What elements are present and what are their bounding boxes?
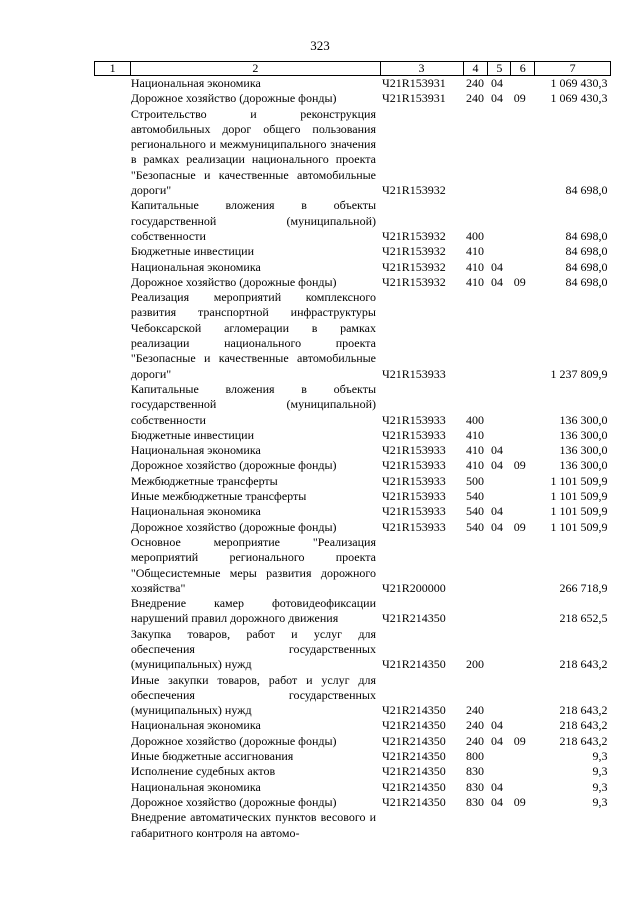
row-number-cell (95, 107, 131, 199)
row-amount-cell: 136 300,0 (559, 443, 608, 458)
row-number-cell (95, 749, 131, 764)
row-code-cell: Ч21R214350 (382, 718, 446, 733)
row-pr-cell: 09 (513, 91, 526, 106)
page-number: 323 (310, 38, 330, 53)
table-row (95, 91, 611, 106)
row-vr-cell: 830 (466, 779, 485, 794)
header-col-6: 6 (511, 62, 535, 76)
row-amount-cell: 84 698,0 (565, 274, 608, 289)
row-pr-cell (511, 474, 535, 489)
row-name-cell: Иные закупки товаров, работ и услуг для обеспечения государственных (муниципальных) нужд (130, 672, 376, 718)
table-row (95, 244, 611, 259)
row-pr-cell (511, 489, 535, 504)
row-name-cell: Национальная экономика (130, 504, 261, 519)
row-vr-cell: 800 (466, 749, 485, 764)
row-code-cell (380, 810, 463, 841)
row-vr-cell: 410 (466, 244, 485, 259)
row-name-cell: Строительство и реконструкция автомобильных дорог общего пользования регионального и межмуниципального значения в рамках реализации национального проекта "Безопасные и качественные автомобильные дороги" (130, 106, 376, 198)
row-amount-cell: 84 698,0 (565, 259, 608, 274)
row-name-cell: Национальная экономика (130, 259, 261, 274)
row-amount-cell: 218 643,2 (559, 703, 608, 718)
row-vr-cell: 410 (466, 443, 485, 458)
row-vr-cell: 240 (466, 733, 485, 748)
row-amount-cell: 1 069 430,3 (550, 91, 608, 106)
row-pr-cell: 09 (513, 794, 526, 809)
table-row (95, 673, 611, 719)
row-vr-cell: 410 (466, 274, 485, 289)
row-number-cell (95, 535, 131, 596)
row-code-cell: Ч21R200000 (382, 580, 446, 595)
row-name-cell: Дорожное хозяйство (дорожные фонды) (130, 733, 337, 748)
row-number-cell (95, 198, 131, 244)
row-code-cell: Ч21R153932 (382, 259, 446, 274)
row-rz-cell (488, 290, 511, 382)
row-number-cell (95, 428, 131, 443)
row-code-cell: Ч21R153932 (382, 274, 446, 289)
row-pr-cell: 09 (513, 274, 526, 289)
table-row (95, 443, 611, 458)
row-vr-cell: 240 (466, 76, 485, 90)
row-pr-cell (511, 260, 535, 275)
row-vr-cell: 200 (466, 657, 485, 672)
row-vr-cell: 540 (466, 504, 485, 519)
row-vr-cell: 540 (466, 519, 485, 534)
table-row (95, 627, 611, 673)
row-number-cell (95, 474, 131, 489)
row-pr-cell: 09 (513, 458, 526, 473)
row-name-cell: Межбюджетные трансферты (130, 473, 278, 488)
row-number-cell (95, 596, 131, 627)
row-name-cell: Внедрение автоматических пунктов весового и габаритного контроля на автомо- (130, 810, 376, 840)
table-row (95, 780, 611, 795)
table-row (95, 275, 611, 290)
row-code-cell: Ч21R153933 (382, 412, 446, 427)
row-pr-cell (511, 428, 535, 443)
row-amount-cell: 1 101 509,9 (550, 504, 608, 519)
row-name-cell: Иные бюджетные ассигнования (130, 749, 294, 764)
table-row (95, 198, 611, 244)
row-pr-cell (511, 673, 535, 719)
row-pr-cell (511, 290, 535, 382)
row-rz-cell (488, 627, 511, 673)
header-col-4: 4 (463, 62, 488, 76)
table-row (95, 734, 611, 749)
row-number-cell (95, 764, 131, 779)
row-vr-cell: 830 (466, 764, 485, 779)
header-col-7: 7 (535, 62, 611, 76)
row-rz-cell: 04 (490, 274, 503, 289)
row-rz-cell (488, 810, 511, 841)
row-code-cell: Ч21R153933 (382, 458, 446, 473)
row-code-cell: Ч21R153933 (382, 519, 446, 534)
row-name-cell: Исполнение судебных актов (130, 764, 276, 779)
row-amount-cell: 136 300,0 (559, 458, 608, 473)
row-number-cell (95, 260, 131, 275)
row-number-cell (95, 504, 131, 519)
row-rz-cell (488, 596, 511, 627)
row-rz-cell (488, 489, 511, 504)
row-number-cell (95, 718, 131, 733)
row-amount-cell: 1 101 509,9 (550, 473, 608, 488)
row-amount-cell: 218 643,2 (559, 733, 608, 748)
row-number-cell (95, 275, 131, 290)
row-amount-cell: 218 643,2 (559, 657, 608, 672)
row-vr-cell: 410 (466, 259, 485, 274)
table-row (95, 764, 611, 779)
row-pr-cell (511, 749, 535, 764)
row-pr-cell (511, 244, 535, 259)
table-row (95, 718, 611, 733)
row-name-cell: Национальная экономика (130, 76, 261, 90)
row-code-cell: Ч21R153933 (382, 366, 446, 381)
row-code-cell: Ч21R153931 (382, 76, 446, 90)
table-row (95, 504, 611, 519)
table-body (95, 76, 611, 841)
table-row (95, 458, 611, 473)
row-code-cell: Ч21R153931 (382, 91, 446, 106)
row-pr-cell (511, 810, 535, 841)
row-amount-cell (535, 810, 611, 841)
row-pr-cell (511, 504, 535, 519)
row-name-cell: Реализация мероприятий комплексного развития транспортной инфраструктуры Чебоксарской агломерации в рамках реализации национального проекта "Безопасные и качественные автомобильные дороги" (130, 290, 376, 381)
table-row (95, 535, 611, 596)
row-code-cell: Ч21R214350 (382, 703, 446, 718)
row-amount-cell: 266 718,9 (559, 580, 608, 595)
row-rz-cell: 04 (490, 519, 503, 534)
row-code-cell: Ч21R214350 (382, 749, 446, 764)
row-vr-cell: 240 (466, 91, 485, 106)
row-name-cell: Капитальные вложения в объекты государственной (муниципальной) собственности (130, 381, 376, 427)
row-number-cell (95, 489, 131, 504)
row-rz-cell (488, 107, 511, 199)
row-rz-cell (488, 535, 511, 596)
table-row (95, 290, 611, 382)
row-code-cell: Ч21R153933 (382, 473, 446, 488)
table-row (95, 520, 611, 535)
row-name-cell: Бюджетные инвестиции (130, 244, 255, 259)
row-number-cell (95, 734, 131, 749)
row-name-cell: Дорожное хозяйство (дорожные фонды) (130, 274, 337, 289)
header-col-1: 1 (95, 62, 131, 76)
row-name-cell: Дорожное хозяйство (дорожные фонды) (130, 458, 337, 473)
header-col-2: 2 (131, 62, 380, 76)
row-rz-cell: 04 (490, 458, 503, 473)
row-code-cell: Ч21R153933 (382, 504, 446, 519)
row-pr-cell (511, 198, 535, 244)
table-row (95, 749, 611, 764)
table-row (95, 76, 611, 92)
table-row (95, 795, 611, 810)
row-code-cell: Ч21R214350 (382, 794, 446, 809)
row-amount-cell: 1 237 809,9 (550, 366, 608, 381)
row-amount-cell: 84 698,0 (565, 183, 608, 198)
budget-table (94, 61, 611, 841)
row-vr-cell (463, 810, 488, 841)
row-code-cell: Ч21R153932 (382, 244, 446, 259)
row-pr-cell (511, 596, 535, 627)
row-rz-cell: 04 (490, 794, 503, 809)
row-amount-cell: 9,3 (592, 749, 608, 764)
row-number-cell (95, 443, 131, 458)
row-pr-cell (511, 780, 535, 795)
row-name-cell: Иные межбюджетные трансферты (130, 489, 307, 504)
row-rz-cell (488, 428, 511, 443)
row-rz-cell (488, 198, 511, 244)
row-rz-cell: 04 (490, 779, 503, 794)
table-row (95, 107, 611, 199)
row-code-cell: Ч21R153933 (382, 489, 446, 504)
row-name-cell: Закупка товаров, работ и услуг для обеспечения государственных (муниципальных) нужд (130, 626, 376, 672)
row-code-cell: Ч21R214350 (382, 733, 446, 748)
row-pr-cell (511, 718, 535, 733)
row-number-cell (95, 382, 131, 428)
row-pr-cell (511, 627, 535, 673)
row-amount-cell: 218 643,2 (559, 718, 608, 733)
row-vr-cell (463, 107, 488, 199)
row-name-cell: Дорожное хозяйство (дорожные фонды) (130, 794, 337, 809)
row-vr-cell: 240 (466, 703, 485, 718)
row-number-cell (95, 795, 131, 810)
row-rz-cell: 04 (490, 91, 503, 106)
row-amount-cell: 9,3 (592, 764, 608, 779)
table-header-row (95, 62, 611, 76)
row-name-cell: Основное мероприятие "Реализация мероприятий регионального проекта "Общесистемные меры развития дорожного хозяйства" (130, 534, 376, 595)
row-number-cell (95, 290, 131, 382)
row-code-cell: Ч21R214350 (382, 764, 446, 779)
row-amount-cell: 9,3 (592, 779, 608, 794)
row-pr-cell (511, 764, 535, 779)
row-name-cell: Национальная экономика (130, 718, 261, 733)
row-vr-cell: 830 (466, 794, 485, 809)
table-row (95, 474, 611, 489)
row-pr-cell (511, 535, 535, 596)
row-amount-cell: 136 300,0 (559, 427, 608, 442)
header-col-3: 3 (380, 62, 463, 76)
row-name-cell: Внедрение камер фотовидеофиксации нарушений правил дорожного движения (130, 596, 376, 626)
row-rz-cell (488, 673, 511, 719)
row-vr-cell (463, 535, 488, 596)
table-row (95, 382, 611, 428)
row-pr-cell: 09 (513, 733, 526, 748)
row-code-cell: Ч21R214350 (382, 657, 446, 672)
row-name-cell: Бюджетные инвестиции (130, 427, 255, 442)
table-row (95, 596, 611, 627)
row-amount-cell: 218 652,5 (559, 611, 608, 626)
row-amount-cell: 9,3 (592, 794, 608, 809)
row-vr-cell: 400 (466, 228, 485, 243)
row-name-cell: Дорожное хозяйство (дорожные фонды) (130, 519, 337, 534)
table-row (95, 260, 611, 275)
row-rz-cell: 04 (490, 718, 503, 733)
row-number-cell (95, 244, 131, 259)
row-number-cell (95, 780, 131, 795)
row-code-cell: Ч21R214350 (382, 779, 446, 794)
row-rz-cell: 04 (490, 733, 503, 748)
row-amount-cell: 1 101 509,9 (550, 519, 608, 534)
row-amount-cell: 1 069 430,3 (550, 76, 608, 90)
row-code-cell: Ч21R153933 (382, 443, 446, 458)
row-vr-cell: 410 (466, 427, 485, 442)
row-number-cell (95, 91, 131, 106)
row-vr-cell: 240 (466, 718, 485, 733)
row-rz-cell: 04 (490, 504, 503, 519)
row-number-cell (95, 76, 131, 92)
row-pr-cell (511, 382, 535, 428)
row-rz-cell (488, 764, 511, 779)
row-code-cell: Ч21R153932 (382, 183, 446, 198)
row-vr-cell: 540 (466, 489, 485, 504)
row-number-cell (95, 458, 131, 473)
row-rz-cell (488, 244, 511, 259)
row-pr-cell (511, 443, 535, 458)
row-amount-cell: 84 698,0 (565, 244, 608, 259)
row-number-cell (95, 520, 131, 535)
row-amount-cell: 1 101 509,9 (550, 489, 608, 504)
row-vr-cell: 500 (466, 473, 485, 488)
row-pr-cell: 09 (513, 519, 526, 534)
row-rz-cell (488, 382, 511, 428)
row-code-cell: Ч21R153933 (382, 427, 446, 442)
row-name-cell: Национальная экономика (130, 779, 261, 794)
row-rz-cell (488, 474, 511, 489)
row-vr-cell: 410 (466, 458, 485, 473)
row-rz-cell (488, 749, 511, 764)
row-vr-cell (463, 290, 488, 382)
table-row (95, 489, 611, 504)
row-vr-cell: 400 (466, 412, 485, 427)
header-col-5: 5 (488, 62, 511, 76)
row-code-cell: Ч21R214350 (382, 611, 446, 626)
row-pr-cell (511, 107, 535, 199)
row-amount-cell: 136 300,0 (559, 412, 608, 427)
table-row (95, 810, 611, 841)
row-rz-cell: 04 (490, 76, 503, 90)
row-rz-cell: 04 (490, 259, 503, 274)
row-number-cell (95, 810, 131, 841)
row-name-cell: Дорожное хозяйство (дорожные фонды) (130, 91, 337, 106)
row-name-cell: Национальная экономика (130, 443, 261, 458)
table-row (95, 428, 611, 443)
row-name-cell: Капитальные вложения в объекты государственной (муниципальной) собственности (130, 198, 376, 243)
row-number-cell (95, 627, 131, 673)
row-rz-cell: 04 (490, 443, 503, 458)
row-code-cell: Ч21R153932 (382, 228, 446, 243)
row-vr-cell (463, 596, 488, 627)
row-pr-cell (511, 76, 535, 92)
row-amount-cell: 84 698,0 (565, 228, 608, 243)
row-number-cell (95, 673, 131, 719)
